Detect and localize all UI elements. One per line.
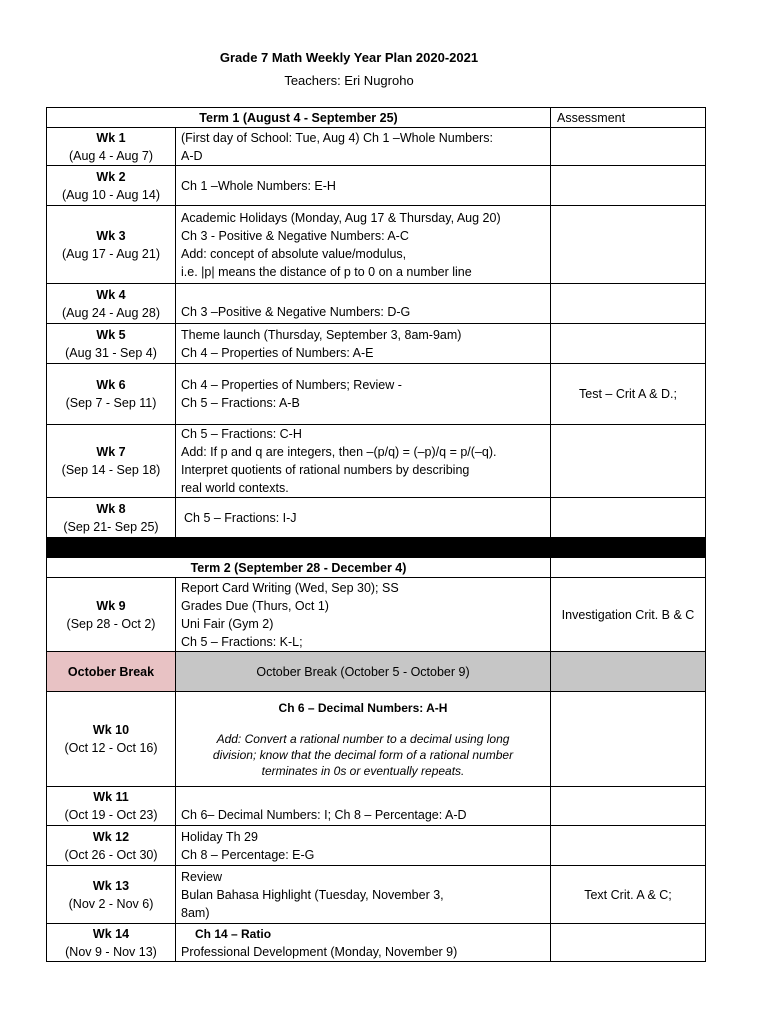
topic-cell <box>176 425 551 498</box>
week-dates: (Nov 9 - Nov 13) <box>65 944 157 959</box>
topic-cell <box>176 206 551 284</box>
topic-line: Add: If p and q are integers, then –(p/q) = (–p)/q = p/(–q). <box>181 445 497 459</box>
week-dates: (Aug 31 - Sep 4) <box>65 345 157 360</box>
topic-cell <box>176 284 551 324</box>
topic-line: Report Card Writing (Wed, Sep 30); SS <box>181 580 399 595</box>
table-row <box>47 284 706 324</box>
teachers-line: Teachers: Eri Nugroho <box>284 73 414 88</box>
topic-line: Academic Holidays (Monday, Aug 17 & Thursday, Aug 20) <box>181 210 501 225</box>
week-dates: (Nov 2 - Nov 6) <box>68 896 154 911</box>
week-cell <box>47 324 176 364</box>
assessment-cell <box>551 924 706 962</box>
table-row <box>47 166 706 206</box>
table-row <box>47 578 706 652</box>
break-text: October Break (October 5 - October 9) <box>176 652 551 692</box>
week-dates: (Sep 28 - Oct 2) <box>66 616 156 631</box>
week-number: Wk 12 <box>92 829 130 844</box>
table-row <box>47 866 706 924</box>
topic-line: Uni Fair (Gym 2) <box>181 616 274 631</box>
topic-line: Interpret quotients of rational numbers by describing <box>181 463 470 477</box>
topic-line: Grades Due (Thurs, Oct 1) <box>181 598 329 613</box>
topic-line: Ch 5 – Fractions: K-L; <box>181 634 303 649</box>
week-number: Wk 13 <box>92 878 130 893</box>
topic-line: Add: concept of absolute value/modulus, <box>181 246 407 261</box>
table-row <box>47 692 706 787</box>
topic-line: Ch 3 - Positive & Negative Numbers: A-C <box>181 228 409 243</box>
topic-cell <box>176 324 551 364</box>
topic-cell <box>176 826 551 866</box>
week-dates: (Sep 7 - Sep 11) <box>65 396 157 410</box>
week-number: Wk 8 <box>96 501 126 516</box>
table-row <box>47 498 706 538</box>
topic-line: Holiday Th 29 <box>181 829 258 844</box>
week-dates: (Aug 10 - Aug 14) <box>62 187 160 202</box>
week-cell <box>47 284 176 324</box>
document-title: Grade 7 Math Weekly Year Plan 2020-2021 <box>219 50 479 65</box>
week-number: Wk 14 <box>92 926 130 941</box>
week-cell <box>47 866 176 924</box>
assessment-heading: Assessment <box>551 108 706 128</box>
week-number: Wk 7 <box>96 445 126 459</box>
week-dates: (Oct 12 - Oct 16) <box>64 741 158 755</box>
topic-cell <box>176 498 551 538</box>
topic-cell <box>176 364 551 425</box>
topic-line: 8am) <box>181 905 210 920</box>
week-dates: (Oct 19 - Oct 23) <box>64 808 158 822</box>
term2-heading: Term 2 (September 28 - December 4) <box>47 558 551 578</box>
week-dates: (Oct 26 - Oct 30) <box>64 847 158 862</box>
topic-heading: Ch 6 – Decimal Numbers: A-H <box>278 701 448 715</box>
topic-cell <box>176 866 551 924</box>
topic-line: Ch 5 – Fractions: A-B <box>181 396 300 410</box>
assessment-cell <box>551 826 706 866</box>
break-label: October Break <box>47 652 176 692</box>
week-cell <box>47 787 176 826</box>
topic-line: Professional Development (Monday, November 9) <box>181 944 458 959</box>
table-row <box>47 924 706 962</box>
topic-line: Review <box>181 869 222 884</box>
break-row <box>47 652 706 692</box>
topic-note-line: division; know that the decimal form of a rational number <box>212 748 514 762</box>
separator-bar <box>47 538 706 558</box>
topic-line: Ch 14 – Ratio <box>195 926 272 941</box>
topic-line: Bulan Bahasa Highlight (Tuesday, November 3, <box>181 887 444 902</box>
table-row <box>47 787 706 826</box>
week-cell <box>47 826 176 866</box>
table-row <box>47 364 706 425</box>
term2-header-row <box>47 558 706 578</box>
week-dates: (Aug 24 - Aug 28) <box>62 305 160 320</box>
week-number: Wk 5 <box>96 327 126 342</box>
topic-cell <box>176 128 551 166</box>
assessment-header-empty <box>551 558 706 578</box>
topic-line: Theme launch (Thursday, September 3, 8am-9am) <box>181 327 462 342</box>
week-dates: (Aug 4 - Aug 7) <box>68 148 154 163</box>
assessment-cell: Investigation Crit. B & C <box>551 578 706 652</box>
term-separator <box>47 538 706 558</box>
assessment-cell: Text Crit. A & C; <box>551 866 706 924</box>
topic-line: Ch 6– Decimal Numbers: I; Ch 8 – Percentage: A-D <box>181 808 467 822</box>
week-number: Wk 4 <box>96 287 126 302</box>
week-cell <box>47 578 176 652</box>
week-cell <box>47 692 176 787</box>
topic-line: A-D <box>181 148 203 163</box>
term1-heading: Term 1 (August 4 - September 25) <box>47 108 551 128</box>
week-number: Wk 6 <box>96 378 126 392</box>
week-dates: (Aug 17 - Aug 21) <box>62 246 160 261</box>
week-number: Wk 3 <box>96 228 126 243</box>
week-cell <box>47 128 176 166</box>
assessment-cell <box>551 787 706 826</box>
week-number: Wk 1 <box>96 130 126 145</box>
year-plan-table <box>46 107 706 962</box>
term1-header-row <box>47 108 706 128</box>
week-cell <box>47 206 176 284</box>
assessment-cell <box>551 206 706 284</box>
week-number: Wk 9 <box>96 598 126 613</box>
topic-cell <box>176 578 551 652</box>
topic-line: Ch 1 –Whole Numbers: E-H <box>181 178 336 193</box>
week-number: Wk 2 <box>96 169 126 184</box>
topic-line: i.e. |p| means the distance of p to 0 on a number line <box>181 264 472 279</box>
week-dates: (Sep 14 - Sep 18) <box>61 463 161 477</box>
topic-line: real world contexts. <box>181 481 289 495</box>
assessment-cell <box>551 692 706 787</box>
week-cell <box>47 364 176 425</box>
assessment-cell <box>551 324 706 364</box>
week-number: Wk 11 <box>93 790 129 804</box>
assessment-cell <box>551 128 706 166</box>
assessment-cell <box>551 166 706 206</box>
topic-cell <box>176 787 551 826</box>
topic-line: Ch 8 – Percentage: E-G <box>181 847 315 862</box>
topic-line: Ch 3 –Positive & Negative Numbers: D-G <box>181 305 411 319</box>
topic-line: Ch 5 – Fractions: I-J <box>184 510 297 525</box>
table-row <box>47 425 706 498</box>
week-dates: (Sep 21- Sep 25) <box>63 519 159 534</box>
table-row <box>47 128 706 166</box>
table-row <box>47 826 706 866</box>
assessment-cell <box>551 425 706 498</box>
assessment-cell: Test – Crit A & D.; <box>551 364 706 425</box>
topic-note-line: terminates in 0s or eventually repeats. <box>261 764 465 778</box>
week-cell <box>47 498 176 538</box>
week-cell <box>47 425 176 498</box>
topic-cell <box>176 166 551 206</box>
topic-line: Ch 4 – Properties of Numbers: A-E <box>181 345 374 360</box>
table-row <box>47 324 706 364</box>
topic-line: Ch 5 – Fractions: C-H <box>181 427 302 441</box>
week-number: Wk 10 <box>92 723 130 737</box>
topic-line: (First day of School: Tue, Aug 4) Ch 1 –Whole Numbers: <box>181 130 493 145</box>
topic-line: Ch 4 – Properties of Numbers; Review - <box>181 378 402 392</box>
break-assessment-cell <box>551 652 706 692</box>
assessment-cell <box>551 284 706 324</box>
week-cell <box>47 166 176 206</box>
topic-cell <box>176 692 551 787</box>
week-cell <box>47 924 176 962</box>
table-row <box>47 206 706 284</box>
assessment-cell <box>551 498 706 538</box>
topic-note-line: Add: Convert a rational number to a decimal using long <box>216 732 510 746</box>
topic-cell <box>176 924 551 962</box>
